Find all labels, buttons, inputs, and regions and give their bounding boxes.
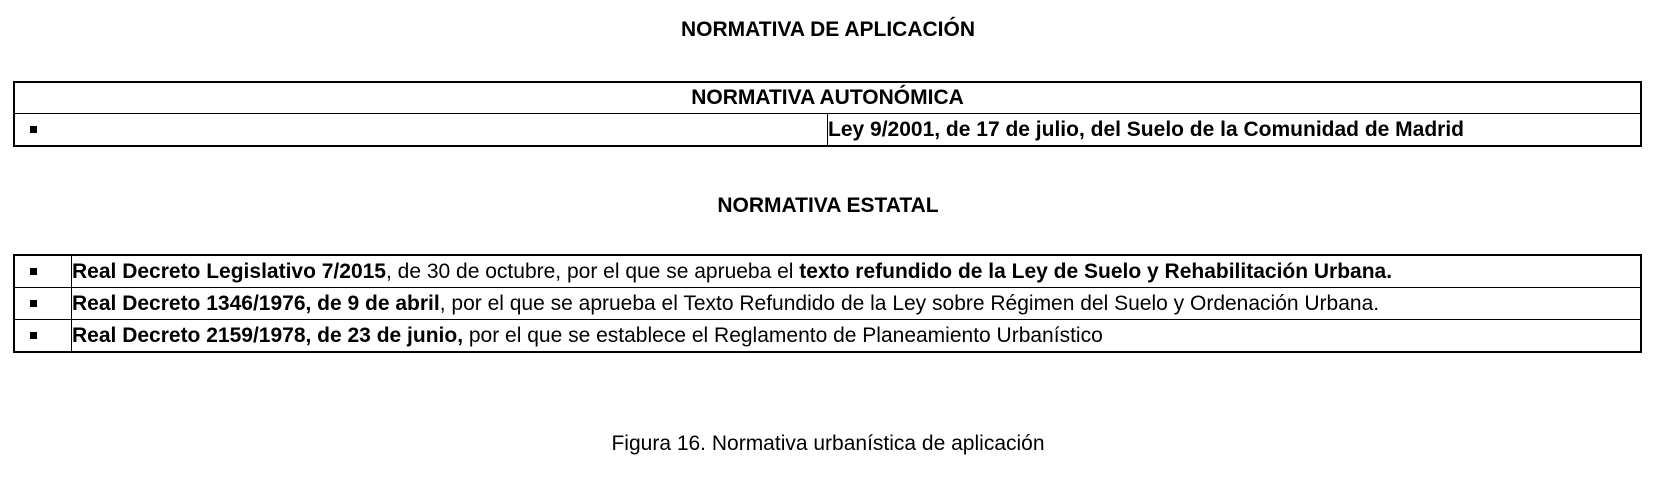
law-title: Ley 9/2001, de 17 de julio, del Suelo de la Comunidad de Madrid — [828, 118, 1464, 141]
figure-caption: Figura 16. Normativa urbanística de aplicación — [611, 432, 1045, 455]
bullet-icon — [14, 288, 72, 320]
table-row — [14, 320, 1641, 353]
law-title: Real Decreto 2159/1978, de 23 de junio, — [72, 324, 464, 347]
table-row — [14, 255, 1641, 288]
law-entry — [72, 320, 1642, 353]
table-row — [14, 114, 1641, 147]
bullet-icon — [14, 255, 72, 288]
normativa-estatal-heading: NORMATIVA ESTATAL — [717, 194, 939, 217]
law-description: , por el que se aprueba el Texto Refundido de la Ley sobre Régimen del Suelo y Ordenación Urbana. — [439, 292, 1380, 315]
law-entry — [72, 288, 1642, 320]
bullet-icon — [14, 114, 828, 147]
law-title: Real Decreto 1346/1976, de 9 de abril — [72, 292, 440, 315]
normativa-autonomica-table — [13, 81, 1642, 147]
normativa-autonomica-heading: NORMATIVA AUTONÓMICA — [14, 82, 1641, 114]
normativa-estatal-table — [13, 254, 1642, 353]
law-title: Real Decreto Legislativo 7/2015 — [72, 260, 386, 283]
law-entry — [72, 255, 1642, 288]
law-description: por el que se establece el Reglamento de Planeamiento Urbanístico — [463, 324, 1103, 347]
table-row — [14, 288, 1641, 320]
page-title: NORMATIVA DE APLICACIÓN — [681, 18, 975, 41]
law-entry — [828, 114, 1642, 147]
law-description: , de 30 de octubre, por el que se aprueba el — [386, 260, 800, 283]
bullet-icon — [14, 320, 72, 353]
law-emphasis: texto refundido de la Ley de Suelo y Rehabilitación Urbana. — [799, 260, 1393, 283]
